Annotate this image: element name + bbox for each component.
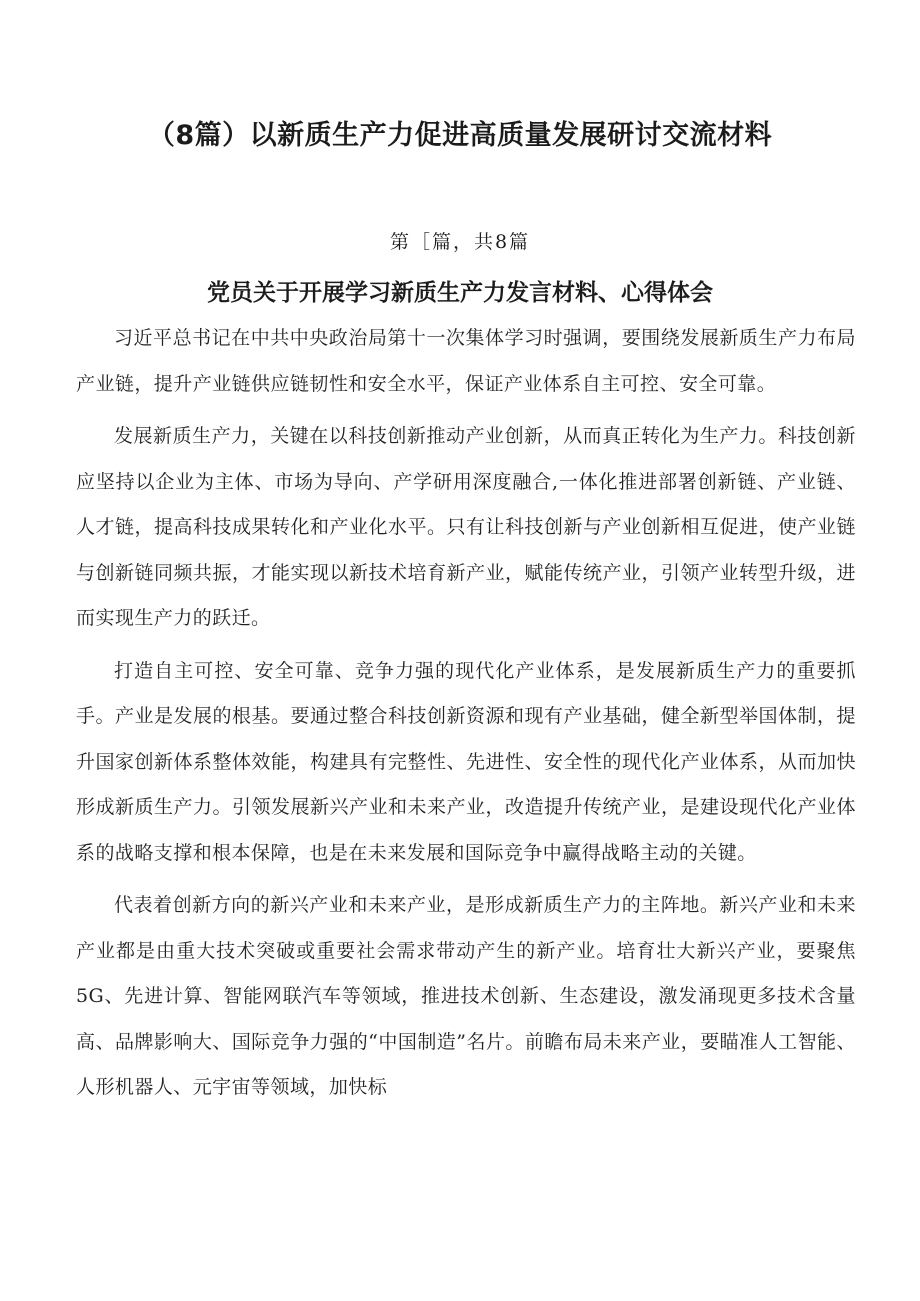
- document-title: （8篇）以新质生产力促进高质量发展研讨交流材料: [147, 120, 773, 151]
- body-text: [76, 316, 856, 1118]
- section-counter: 第［篇，共8篇: [389, 231, 531, 253]
- section-heading: 党员关于开展学习新质生产力发言材料、心得体会: [207, 280, 713, 306]
- paragraph: 习近平总书记在中共中央政治局第十一次集体学习时强调，要围绕发展新质生产力布局产业链，提升产业链供应链韧性和安全水平，保证产业体系自主可控、安全可靠。: [76, 327, 856, 395]
- paragraph: 代表着创新方向的新兴产业和未来产业，是形成新质生产力的主阵地。新兴产业和未来产业都是由重大技术突破或重要社会需求带动产生的新产业。培育壮大新兴产业，要聚焦5G、先进计算、智能网联汽车等领域，推进技术创新、生态建设，激发涌现更多技术含量高、品牌影响大、国际竞争力强的“中国制造”名片。前瞻布局未来产业，要瞄准人工智能、人形机器人、元宇宙等领域，加快标: [76, 894, 856, 1098]
- paragraph: 发展新质生产力，关键在以科技创新推动产业创新，从而真正转化为生产力。科技创新应坚持以企业为主体、市场为导向、产学研用深度融合,一体化推进部署创新链、产业链、人才链，提高科技成果转化和产业化水平。只有让科技创新与产业创新相互促进，使产业链与创新链同频共振，才能实现以新技术培育新产业，赋能传统产业，引领产业转型升级，进而实现生产力的跃迁。: [76, 425, 856, 629]
- paragraph: 打造自主可控、安全可靠、竞争力强的现代化产业体系，是发展新质生产力的重要抓手。产业是发展的根基。要通过整合科技创新资源和现有产业基础，健全新型举国体制，提升国家创新体系整体效能，构建具有完整性、先进性、安全性的现代化产业体系，从而加快形成新质生产力。引领发展新兴产业和未来产业，改造提升传统产业，是建设现代化产业体系的战略支撑和根本保障，也是在未来发展和国际竞争中赢得战略主动的关键。: [76, 659, 856, 864]
